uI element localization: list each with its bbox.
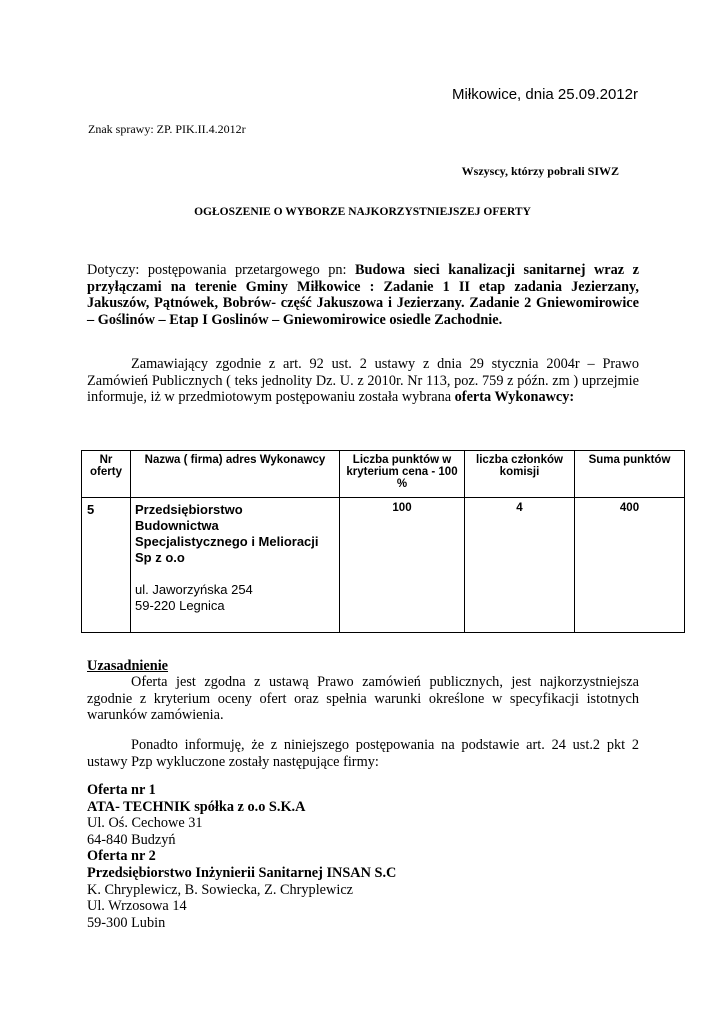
offer-label: Oferta nr 2 xyxy=(87,848,156,865)
justification-heading: Uzasadnienie xyxy=(87,658,169,674)
offer-company-name: Przedsiębiorstwo Inżynierii Sanitarnej INSAN S.C xyxy=(87,864,397,881)
document-title: OGŁOSZENIE O WYBORZE NAJKORZYSTNIEJSZEJ OFERTY xyxy=(194,206,531,218)
decision-bold: oferta Wykonawcy: xyxy=(454,389,575,406)
header-total-points: Suma punktów xyxy=(575,451,685,498)
offer-address-line: Ul. Wrzosowa 14 xyxy=(87,898,187,915)
excluded-offers-list xyxy=(87,782,396,931)
offer-address-line: 59-300 Lubin xyxy=(87,914,166,931)
header-price-points: Liczba punktów w kryterium cena - 100 % xyxy=(340,451,465,498)
firm-name-line: Budownictwa xyxy=(135,518,219,533)
firm-name-line: Specjalistycznego i Melioracji xyxy=(135,534,319,549)
cell-contractor xyxy=(131,498,340,633)
firm-address-line: ul. Jaworzyńska 254 xyxy=(135,582,253,597)
offer-company-name: ATA- TECHNIK spółka z o.o S.K.A xyxy=(87,798,306,815)
justification-paragraph xyxy=(87,674,639,724)
subject-title: Budowa sieci kanalizacji sanitarnej wraz z przyłączami na terenie Gminy Miłkowice : Zadanie 1 II etap zadania Jezierzany, Jakuszów, Pątnówek, Bobrów- część Jakuszowa i Jezierzany. Zadanie 2 Gniewomirowice – Goślinów – Etap I Goslinów – Gniewomirowice osiedle Zachodnie. xyxy=(87,262,639,328)
exclusion-text: Ponadto informuję, że z niniejszego postępowania na podstawie art. 24 ust.2 pkt 2 ustawy Pzp wykluczone zostały następujące firmy: xyxy=(87,737,639,770)
offer-label: Oferta nr 1 xyxy=(87,782,156,798)
results-table xyxy=(81,450,685,633)
header-contractor: Nazwa ( firma) adres Wykonawcy xyxy=(131,451,340,498)
firm-address-line: 59-220 Legnica xyxy=(135,598,225,613)
offer-address-line: K. Chryplewicz, B. Sowiecka, Z. Chryplewicz xyxy=(87,881,354,898)
offer-address-line: 64-840 Budzyń xyxy=(87,831,176,848)
firm-name-line: Sp z o.o xyxy=(135,550,185,565)
header-offer-number: Nr oferty xyxy=(82,451,131,498)
cell-total-points: 400 xyxy=(575,498,685,633)
place-date: Miłkowice, dnia 25.09.2012r xyxy=(452,86,638,103)
subject-prefix: Dotyczy: postępowania przetargowego pn: xyxy=(87,262,356,278)
firm-name-line: Przedsiębiorstwo xyxy=(135,502,243,517)
cell-offer-number: 5 xyxy=(82,498,131,633)
offer-address-line: Ul. Oś. Cechowe 31 xyxy=(87,815,203,832)
exclusion-paragraph xyxy=(87,737,639,770)
cell-committee-members: 4 xyxy=(465,498,575,633)
decision-text: Zamawiający zgodnie z art. 92 ust. 2 ustawy z dnia 29 stycznia 2004r – Prawo Zamówień Publicznych ( teks jednolity Dz. U. z 2010r. Nr 113, poz. 759 z późn. zm ) uprzejmie informuje, iż w przedmiotowym postępowaniu została wybrana xyxy=(87,356,639,406)
justification-text: Oferta jest zgodna z ustawą Prawo zamówień publicznych, jest najkorzystniejsza zgodnie z kryterium oceny ofert oraz spełnia warunki określone w specyfikacji istotnych warunków zamówienia. xyxy=(87,674,639,724)
decision-paragraph xyxy=(87,356,639,406)
subject-paragraph xyxy=(87,262,639,328)
table-header-row xyxy=(82,451,685,498)
header-committee-members: liczba członków komisji xyxy=(465,451,575,498)
addressee: Wszyscy, którzy pobrali SIWZ xyxy=(461,164,619,178)
table-row xyxy=(82,498,685,633)
case-reference: Znak sprawy: ZP. PIK.II.4.2012r xyxy=(88,122,246,136)
cell-price-points: 100 xyxy=(340,498,465,633)
